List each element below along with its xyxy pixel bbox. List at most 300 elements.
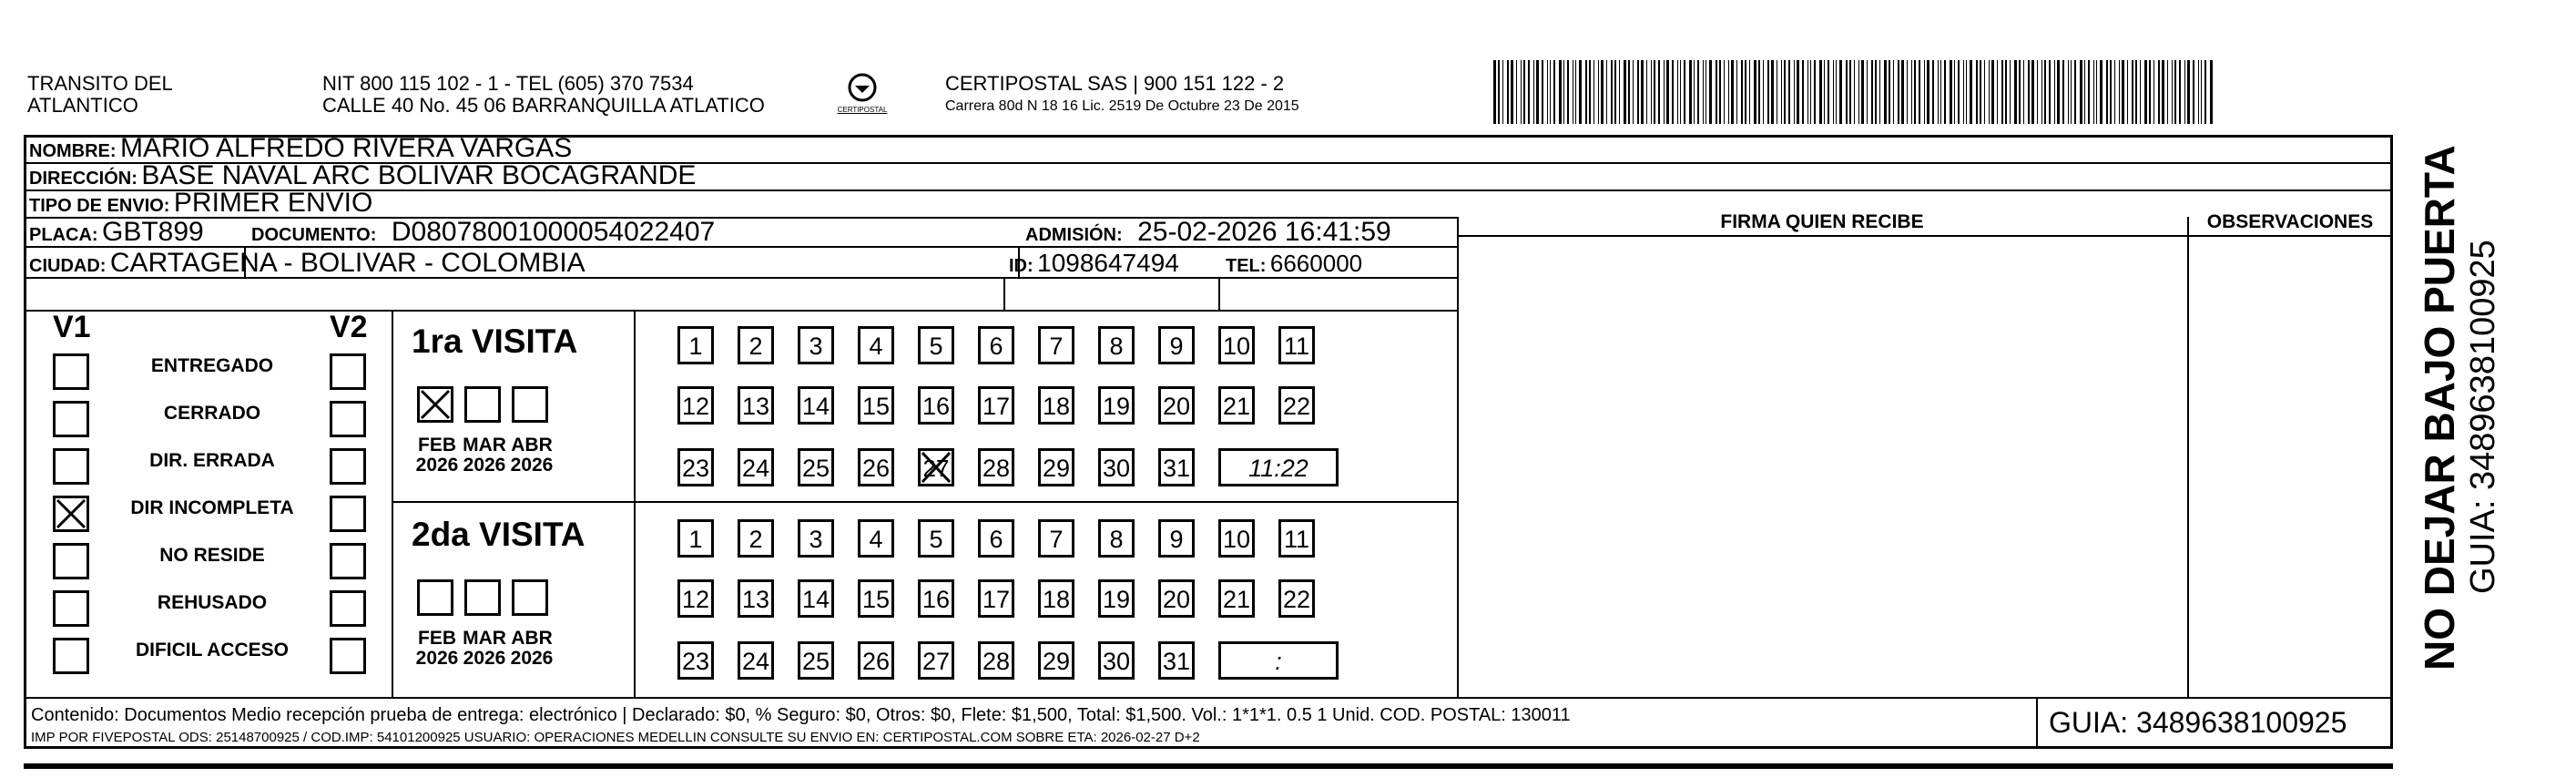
- v2-checkbox[interactable]: [330, 543, 366, 579]
- day-box[interactable]: 20: [1158, 386, 1195, 425]
- day-box[interactable]: 28: [978, 641, 1014, 680]
- barcode-bar: [2074, 60, 2076, 124]
- barcode-bar: [1658, 60, 1660, 124]
- v2-label: V2: [330, 310, 368, 344]
- day-box[interactable]: 8: [1098, 326, 1135, 364]
- month-label: [504, 435, 559, 476]
- barcode-bar: [1927, 60, 1929, 124]
- barcode-bar: [2049, 60, 2051, 124]
- barcode-bar: [2044, 60, 2046, 124]
- ciudad-label: CIUDAD:: [29, 256, 107, 276]
- day-box[interactable]: 16: [918, 386, 954, 425]
- barcode-bar: [1763, 60, 1764, 124]
- barcode-bar: [1871, 60, 1873, 124]
- day-box[interactable]: 4: [858, 326, 894, 364]
- v1-checkbox[interactable]: [53, 590, 89, 627]
- v2-checkbox[interactable]: [330, 638, 366, 674]
- barcode-bar: [2093, 60, 2094, 124]
- day-box[interactable]: 25: [798, 448, 834, 486]
- barcode-bar: [1784, 60, 1786, 124]
- barcode-bar: [1824, 60, 1825, 124]
- barcode-bar: [1914, 60, 1916, 124]
- barcode-bar: [1579, 60, 1582, 124]
- day-box[interactable]: 21: [1218, 386, 1255, 425]
- barcode-bar: [1966, 60, 1967, 124]
- barcode-bar: [1672, 60, 1674, 124]
- day-box[interactable]: 15: [858, 579, 894, 618]
- visit1-title: 1ra VISITA: [412, 322, 578, 360]
- ciudad-field: [29, 248, 585, 283]
- barcode-bar: [1567, 60, 1569, 124]
- month-year: 2026: [463, 455, 506, 476]
- month-label: [410, 629, 464, 669]
- barcode-bar: [1989, 60, 1990, 124]
- barcode-bar: [1606, 60, 1607, 124]
- barcode-bar: [2028, 60, 2030, 124]
- observaciones-area[interactable]: [2189, 237, 2391, 695]
- day-box[interactable]: 23: [677, 641, 714, 680]
- day-box[interactable]: 18: [1038, 579, 1074, 618]
- day-box[interactable]: 24: [738, 641, 774, 680]
- day-box[interactable]: 31: [1158, 641, 1195, 680]
- day-box[interactable]: 22: [1278, 579, 1315, 618]
- barcode-bar: [2071, 60, 2072, 124]
- status-label: REHUSADO: [157, 592, 268, 613]
- day-box[interactable]: 23: [677, 448, 714, 486]
- barcode-bar: [1628, 60, 1630, 124]
- month-year: 2026: [463, 648, 506, 669]
- status-label: DIR. ERRADA: [149, 450, 275, 471]
- status-label: DIFICIL ACCESO: [135, 640, 289, 660]
- barcode-bar: [1919, 60, 1920, 124]
- status-label: CERRADO: [163, 403, 261, 424]
- barcode-bar: [2167, 60, 2168, 124]
- v2-checkbox[interactable]: [330, 496, 366, 532]
- barcode-bar: [1879, 60, 1880, 124]
- barcode-bar: [1898, 60, 1899, 124]
- admision-value: 25-02-2026 16:41:59: [1137, 217, 1391, 247]
- barcode-bar: [1664, 60, 1665, 124]
- barcode-bar: [1861, 60, 1864, 124]
- barcode-bar: [1728, 60, 1729, 124]
- barcode-bar: [1741, 60, 1743, 124]
- barcode-bar: [1754, 60, 1756, 124]
- barcode-bar: [1646, 60, 1647, 124]
- license-line: Carrera 80d N 18 16 Lic. 2519 De Octubre 23 De 2015: [945, 98, 1299, 114]
- month-checkbox[interactable]: [464, 579, 501, 616]
- v2-checkbox[interactable]: [330, 401, 366, 437]
- day-box[interactable]: 20: [1158, 579, 1195, 618]
- day-box[interactable]: 2: [738, 519, 774, 558]
- barcode-bar: [1802, 60, 1804, 124]
- day-box[interactable]: 15: [858, 386, 894, 425]
- barcode-bar: [1553, 60, 1555, 124]
- day-box[interactable]: 29: [1038, 448, 1074, 486]
- barcode-bar: [1810, 60, 1811, 124]
- status-label: NO RESIDE: [159, 545, 265, 566]
- barcode-bar: [1749, 60, 1750, 124]
- day-box[interactable]: 26: [858, 448, 894, 486]
- month-year: 2026: [415, 648, 459, 669]
- v1-checkbox[interactable]: [53, 496, 89, 532]
- month-checkbox[interactable]: [512, 579, 548, 616]
- day-box[interactable]: 2: [738, 326, 774, 364]
- day-box[interactable]: 19: [1098, 386, 1135, 425]
- barcode-bar: [1958, 60, 1960, 124]
- barcode-bar: [1944, 60, 1946, 124]
- month-label: [410, 435, 464, 476]
- barcode-bar: [1598, 60, 1599, 124]
- barcode-bar: [1901, 60, 1904, 124]
- side-guia: GUIA: 3489638100925: [2464, 240, 2502, 594]
- barcode-bar: [1536, 60, 1539, 124]
- barcode-bar: [1547, 60, 1548, 124]
- barcode-bar: [1709, 60, 1712, 124]
- barcode-bar: [2119, 60, 2120, 124]
- barcode-bar: [1666, 60, 1669, 124]
- tipo-envio-value: PRIMER ENVIO: [173, 188, 373, 218]
- month-checkbox[interactable]: [464, 386, 501, 423]
- day-box[interactable]: 7: [1038, 326, 1074, 364]
- barcode-bar: [1523, 60, 1525, 124]
- day-box[interactable]: 5: [918, 519, 954, 558]
- v1-checkbox[interactable]: [53, 448, 89, 485]
- barcode-bar: [2172, 60, 2173, 124]
- placa-label: PLACA:: [29, 225, 98, 245]
- barcode-bar: [1924, 60, 1925, 124]
- v1-checkbox[interactable]: [53, 543, 89, 579]
- barcode-bar: [2037, 60, 2038, 124]
- barcode-bar: [2110, 60, 2112, 124]
- tel-value: 6660000: [1269, 250, 1363, 277]
- barcode-bar: [1633, 60, 1634, 124]
- firma-area[interactable]: [1459, 237, 2185, 695]
- day-box[interactable]: [918, 448, 954, 486]
- barcode: [1493, 60, 2218, 124]
- day-box[interactable]: 14: [798, 386, 834, 425]
- ciudad-value: CARTAGENA - BOLIVAR - COLOMBIA: [109, 248, 585, 278]
- id-label: ID:: [1009, 256, 1033, 276]
- month-year: 2026: [415, 455, 459, 476]
- barcode-bar: [1889, 60, 1890, 124]
- month-name: FEB: [418, 628, 456, 649]
- day-box[interactable]: 9: [1158, 519, 1195, 558]
- day-box[interactable]: 9: [1158, 326, 1195, 364]
- barcode-bar: [1585, 60, 1587, 124]
- barcode-bar: [1498, 60, 1500, 124]
- documento-label: DOCUMENTO:: [251, 225, 377, 245]
- barcode-bar: [2127, 60, 2128, 124]
- barcode-bar: [1528, 60, 1530, 124]
- barcode-bar: [2198, 60, 2199, 124]
- day-box[interactable]: 19: [1098, 579, 1135, 618]
- status-label: ENTREGADO: [150, 355, 274, 376]
- barcode-bar: [2184, 60, 2185, 124]
- firma-header: FIRMA QUIEN RECIBE: [1720, 211, 1924, 232]
- time-box[interactable]: :: [1218, 641, 1339, 680]
- barcode-bar: [1867, 60, 1868, 124]
- contenido-line: Contenido: Documentos Medio recepción prueba de entrega: electrónico | Declarado: $0, % Seguro: $0, Otros: $0, Flete: $1,500, Total: $1,500. Vol.: 1*1*1. 0.5 1 Unid. COD. POSTAL: 130011: [31, 705, 1571, 725]
- barcode-bar: [2162, 60, 2164, 124]
- barcode-bar: [2080, 60, 2082, 124]
- nombre-label: NOMBRE:: [29, 141, 117, 161]
- barcode-bar: [1736, 60, 1737, 124]
- logo-text: CERTIPOSTAL: [837, 106, 888, 114]
- barcode-bar: [1516, 60, 1517, 124]
- v2-checkbox[interactable]: [330, 353, 366, 390]
- day-box[interactable]: 13: [738, 579, 774, 618]
- barcode-bar: [2100, 60, 2103, 124]
- barcode-bar: [2210, 60, 2213, 124]
- barcode-bar: [1731, 60, 1734, 124]
- barcode-bar: [1559, 60, 1562, 124]
- barcode-bar: [1697, 60, 1699, 124]
- day-box[interactable]: 3: [798, 326, 834, 364]
- barcode-bar: [2122, 60, 2124, 124]
- barcode-bar: [2193, 60, 2194, 124]
- barcode-bar: [1680, 60, 1681, 124]
- month-name: ABR: [511, 628, 553, 649]
- month-name: MAR: [463, 628, 506, 649]
- day-box[interactable]: 12: [677, 579, 714, 618]
- barcode-bar: [1976, 60, 1978, 124]
- imp-line: IMP POR FIVEPOSTAL ODS: 25148700925 / COD.IMP: 54101200925 USUARIO: OPERACIONES MEDELLIN CONSULTE SU ENVIO EN: CERTIPOSTAL.COM SOBRE ETA: 2026-02-27 D+2: [31, 730, 1200, 745]
- barcode-bar: [1705, 60, 1706, 124]
- month-checkbox[interactable]: [512, 386, 548, 423]
- admision-label: ADMISIÓN:: [1025, 225, 1123, 245]
- day-box[interactable]: 21: [1218, 579, 1255, 618]
- barcode-bar: [1819, 60, 1822, 124]
- barcode-bar: [2149, 60, 2151, 124]
- barcode-bar: [1651, 60, 1652, 124]
- no-dejar-bajo-puerta: NO DEJAR BAJO PUERTA: [2416, 145, 2463, 671]
- day-box[interactable]: 12: [677, 386, 714, 425]
- barcode-bar: [1884, 60, 1887, 124]
- barcode-bar: [1493, 60, 1496, 124]
- day-box[interactable]: 24: [738, 448, 774, 486]
- barcode-bar: [1911, 60, 1912, 124]
- day-box[interactable]: 17: [978, 579, 1014, 618]
- v1-checkbox[interactable]: [53, 401, 89, 437]
- direccion-label: DIRECCIÓN:: [29, 169, 137, 189]
- month-name: MAR: [463, 435, 506, 456]
- barcode-bar: [1788, 60, 1790, 124]
- barcode-bar: [1511, 60, 1513, 124]
- barcode-bar: [1624, 60, 1626, 124]
- month-year: 2026: [510, 648, 554, 669]
- day-box[interactable]: 7: [1038, 519, 1074, 558]
- barcode-bar: [2010, 60, 2011, 124]
- barcode-bar: [2023, 60, 2024, 124]
- barcode-bar: [1575, 60, 1576, 124]
- barcode-bar: [1836, 60, 1837, 124]
- barcode-bar: [1828, 60, 1829, 124]
- month-name: ABR: [511, 435, 553, 456]
- barcode-bar: [2084, 60, 2085, 124]
- v1-checkbox[interactable]: [53, 353, 89, 390]
- barcode-bar: [2179, 60, 2181, 124]
- barcode-bar: [1589, 60, 1591, 124]
- day-box[interactable]: 16: [918, 579, 954, 618]
- direccion-value: BASE NAVAL ARC BOLIVAR BOCAGRANDE: [141, 160, 697, 190]
- barcode-bar: [1833, 60, 1834, 124]
- v2-checkbox[interactable]: [330, 448, 366, 485]
- month-checkbox[interactable]: [417, 386, 453, 423]
- barcode-bar: [2054, 60, 2055, 124]
- bottom-edge: [24, 763, 2393, 769]
- barcode-bar: [2088, 60, 2090, 124]
- v2-checkbox[interactable]: [330, 590, 366, 627]
- barcode-bar: [1940, 60, 1941, 124]
- barcode-bar: [1533, 60, 1534, 124]
- barcode-bar: [1593, 60, 1594, 124]
- barcode-bar: [1507, 60, 1509, 124]
- month-checkbox[interactable]: [417, 579, 453, 616]
- barcode-bar: [1839, 60, 1842, 124]
- barcode-bar: [2014, 60, 2017, 124]
- day-box[interactable]: 18: [1038, 386, 1074, 425]
- barcode-bar: [1611, 60, 1613, 124]
- barcode-bar: [1767, 60, 1769, 124]
- documento-value: D08078001000054022407: [391, 217, 716, 247]
- v1-label: V1: [53, 310, 91, 344]
- barcode-bar: [2204, 60, 2206, 124]
- barcode-bar: [1719, 60, 1721, 124]
- visit2-title: 2da VISITA: [412, 516, 585, 553]
- barcode-bar: [1521, 60, 1522, 124]
- barcode-bar: [1502, 60, 1503, 124]
- day-box[interactable]: 3: [798, 519, 834, 558]
- address-line: CALLE 40 No. 45 06 BARRANQUILLA ATLATICO: [322, 94, 765, 117]
- month-label: [457, 629, 512, 669]
- day-box[interactable]: 25: [798, 641, 834, 680]
- certipostal-logo: [830, 69, 894, 124]
- barcode-bar: [1980, 60, 1981, 124]
- month-year: 2026: [510, 455, 554, 476]
- barcode-bar: [1794, 60, 1795, 124]
- barcode-bar: [1854, 60, 1855, 124]
- barcode-bar: [1703, 60, 1704, 124]
- nit-line: NIT 800 115 102 - 1 - TEL (605) 370 7534: [322, 72, 694, 95]
- x-mark-icon: [56, 498, 87, 529]
- barcode-bar: [2158, 60, 2160, 124]
- barcode-bar: [2057, 60, 2060, 124]
- barcode-bar: [1677, 60, 1678, 124]
- day-box[interactable]: 30: [1098, 641, 1135, 680]
- day-box[interactable]: 13: [738, 386, 774, 425]
- day-box[interactable]: 8: [1098, 519, 1135, 558]
- barcode-bar: [2031, 60, 2034, 124]
- barcode-bar: [1724, 60, 1725, 124]
- company-line: CERTIPOSTAL SAS | 900 151 122 - 2: [945, 72, 1285, 95]
- day-box[interactable]: 1: [677, 326, 714, 364]
- barcode-bar: [1938, 60, 1939, 124]
- barcode-bar: [1563, 60, 1564, 124]
- day-box[interactable]: 30: [1098, 448, 1135, 486]
- barcode-bar: [1797, 60, 1799, 124]
- day-box[interactable]: 22: [1278, 386, 1315, 425]
- barcode-bar: [2062, 60, 2064, 124]
- barcode-bar: [1849, 60, 1851, 124]
- barcode-bar: [1689, 60, 1692, 124]
- barcode-bar: [1875, 60, 1877, 124]
- barcode-bar: [2019, 60, 2021, 124]
- day-box[interactable]: 4: [858, 519, 894, 558]
- barcode-bar: [2174, 60, 2176, 124]
- nombre-value: MARIO ALFREDO RIVERA VARGAS: [120, 133, 573, 163]
- day-box[interactable]: 5: [918, 326, 954, 364]
- day-box[interactable]: 6: [978, 326, 1014, 364]
- id-value: 1098647494: [1037, 249, 1179, 277]
- tel-label: TEL:: [1226, 256, 1267, 276]
- barcode-bar: [2153, 60, 2154, 124]
- barcode-bar: [2201, 60, 2202, 124]
- barcode-bar: [1950, 60, 1952, 124]
- barcode-bar: [1550, 60, 1551, 124]
- barcode-bar: [2140, 60, 2141, 124]
- barcode-bar: [2001, 60, 2003, 124]
- day-box[interactable]: 11: [1278, 326, 1315, 364]
- guia-box: GUIA: 3489638100925: [2049, 706, 2347, 739]
- day-box[interactable]: 6: [978, 519, 1014, 558]
- barcode-bar: [2144, 60, 2147, 124]
- day-box[interactable]: 31: [1158, 448, 1195, 486]
- barcode-bar: [1984, 60, 1985, 124]
- day-box[interactable]: 29: [1038, 641, 1074, 680]
- month-label: [457, 435, 512, 476]
- day-box[interactable]: 11: [1278, 519, 1315, 558]
- day-box[interactable]: 17: [978, 386, 1014, 425]
- logo-icon: [830, 69, 894, 124]
- day-box[interactable]: 27: [918, 641, 954, 680]
- barcode-bar: [2135, 60, 2137, 124]
- month-name: FEB: [418, 435, 456, 456]
- barcode-bar: [1716, 60, 1717, 124]
- barcode-bar: [1970, 60, 1972, 124]
- time-box[interactable]: 11:22: [1218, 448, 1339, 486]
- day-box[interactable]: 1: [677, 519, 714, 558]
- barcode-bar: [1963, 60, 1964, 124]
- v1-checkbox[interactable]: [53, 638, 89, 674]
- barcode-bar: [1654, 60, 1655, 124]
- day-box[interactable]: 28: [978, 448, 1014, 486]
- barcode-bar: [2114, 60, 2115, 124]
- barcode-bar: [1771, 60, 1774, 124]
- barcode-bar: [2096, 60, 2097, 124]
- barcode-bar: [1542, 60, 1543, 124]
- day-box[interactable]: 14: [798, 579, 834, 618]
- barcode-bar: [1997, 60, 1998, 124]
- barcode-bar: [1619, 60, 1620, 124]
- barcode-bar: [2187, 60, 2190, 124]
- month-label: [504, 629, 559, 669]
- day-box[interactable]: 10: [1218, 326, 1255, 364]
- x-mark-icon: [420, 389, 451, 420]
- barcode-bar: [1814, 60, 1816, 124]
- barcode-bar: [1907, 60, 1908, 124]
- barcode-bar: [1991, 60, 1994, 124]
- barcode-bar: [1758, 60, 1760, 124]
- day-box[interactable]: 26: [858, 641, 894, 680]
- barcode-bar: [1893, 60, 1894, 124]
- barcode-bar: [1846, 60, 1848, 124]
- barcode-bar: [1781, 60, 1782, 124]
- barcode-bar: [2068, 60, 2069, 124]
- barcode-bar: [1684, 60, 1685, 124]
- barcode-bar: [1745, 60, 1746, 124]
- barcode-bar: [1614, 60, 1616, 124]
- day-box[interactable]: 10: [1218, 519, 1255, 558]
